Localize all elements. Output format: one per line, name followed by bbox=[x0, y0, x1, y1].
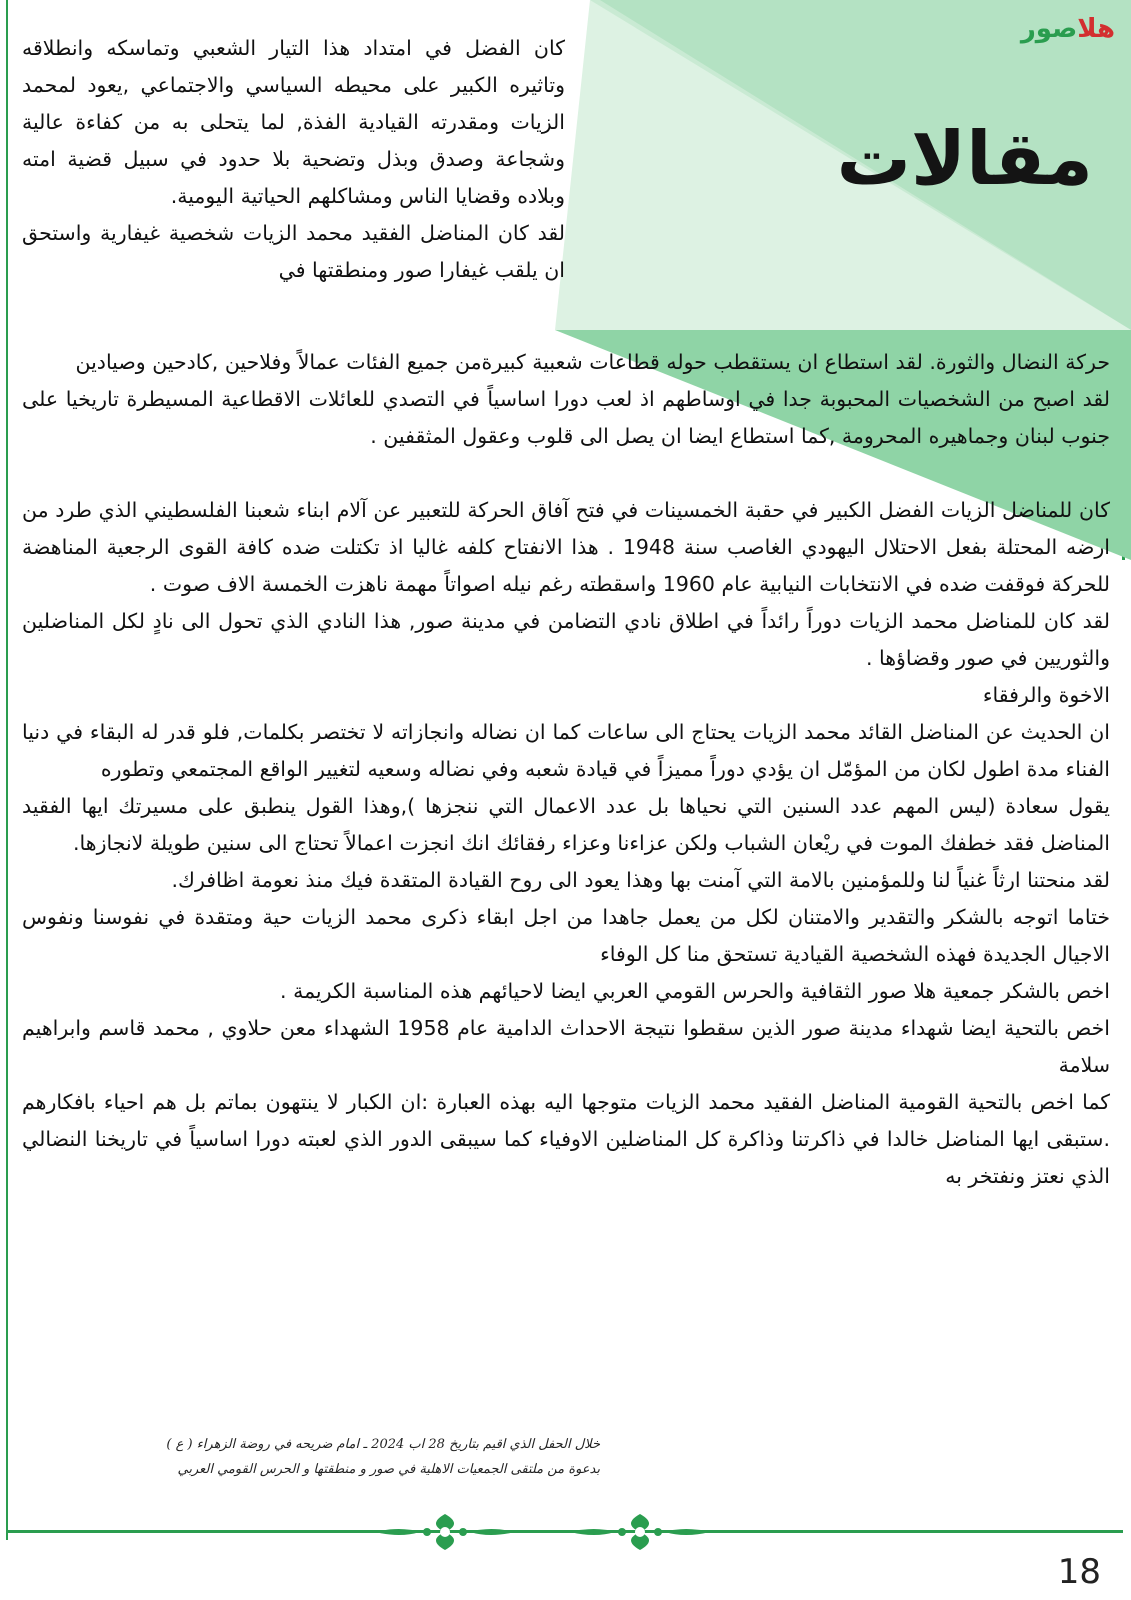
page-number: 18 bbox=[1057, 1552, 1101, 1592]
caption-line: خلال الحفل الذي اقيم بتاريخ 28 اب 2024 ـ امام ضريحه في روضة الزهراء ( ع ) bbox=[166, 1437, 600, 1452]
body-paragraph: لقد منحتنا ارثاً غنياً لنا وللمؤمنين بالامة التي آمنت بها وهذا يعود الى روح القيادة المتقدة فيك منذ نعومة اظافرك. bbox=[171, 868, 1110, 892]
body-paragraph: الاخوة والرفقاء bbox=[982, 683, 1110, 707]
body-paragraph: يقول سعادة (ليس المهم عدد السنين التي نحياها بل عدد الاعمال التي ننجزها ),وهذا القول ينطبق على مسيرتك ايها الفقيد المناضل فقد خطفك الموت في ريْعان الشباب ولكن عزاءنا وعزاء رفقائك انك انجزت اعمالاً تحتاج الى سنين طويلة لانجازها. bbox=[22, 794, 1110, 855]
body-paragraph: لقد كان للمناضل محمد الزيات دوراً رائداً في اطلاق نادي التضامن في مدينة صور, هذا النادي الذي تحول الى نادٍ لكل المناضلين والثوريين في صور وقضاؤها . bbox=[22, 609, 1110, 670]
magazine-logo bbox=[1021, 14, 1115, 44]
body-paragraph: كما اخص بالتحية القومية المناضل الفقيد محمد الزيات متوجها اليه بهذه العبارة :ان الكبار لا ينتهون بماتم بل هم احياء بافكارهم .ستبقى ايها المناضل خالدا في ذاكرتنا وذاكرة كل المناضلين الاوفياء كما سيبقى الدور الذي لعبته دورا اساسياً في تاريخنا النضالي الذي نعتز ونفتخر به bbox=[22, 1090, 1110, 1188]
body-paragraph: اخص بالتحية ايضا شهداء مدينة صور الذين سقطوا نتيجة الاحداث الدامية عام 1958 الشهداء معن حلاوي , محمد قاسم وابراهيم سلامة bbox=[22, 1016, 1110, 1077]
intro-paragraph: كان الفضل في امتداد هذا التيار الشعبي وتماسكه وانطلاقه وتاثيره الكبير على محيطه السياسي والاجتماعي ,يعود لمحمد الزيات ومقدرته القيادية الفذة, لما يتحلى به من كفاءة عالية وشجاعة وصدق وبذل وتضحية بلا حدود في سبيل قضية امته وبلاده وقضايا الناس ومشاكلهم الحياتية اليومية. bbox=[22, 36, 565, 208]
intro-column bbox=[22, 30, 565, 289]
logo-part-hala: هلا bbox=[1077, 14, 1115, 44]
body-paragraph: حركة النضال والثورة. لقد استطاع ان يستقطب حوله قطاعات شعبية كبيرةمن جميع الفئات عمالاً وفلاحين ,كادحين وصيادين bbox=[75, 350, 1110, 374]
intro-paragraph: لقد كان المناضل الفقيد محمد الزيات شخصية غيفارية واستحق ان يلقب غيفارا صور ومنطقتها في bbox=[22, 221, 565, 282]
footer-divider bbox=[8, 1530, 1123, 1533]
article-body bbox=[22, 344, 1110, 1195]
caption-line: بدعوة من ملتقى الجمعيات الاهلية في صور و منطقتها و الحرس القومي العربي bbox=[177, 1462, 600, 1477]
logo-part-sour: صور bbox=[1020, 14, 1078, 44]
section-title: مقالات bbox=[836, 116, 1093, 202]
body-paragraph: لقد اصبح من الشخصيات المحبوبة جدا في اوساطهم اذ لعب دورا اساسياً في التصدي للعائلات الاقطاعية المسيطرة تاريخيا على جنوب لبنان وجماهيره المحرومة ,كما استطاع ايضا ان يصل الى قلوب وعقول المثقفين . bbox=[22, 387, 1110, 448]
body-paragraph: اخص بالشكر جمعية هلا صور الثقافية والحرس القومي العربي ايضا لاحيائهم هذه المناسبة الكريمة . bbox=[280, 979, 1110, 1003]
body-paragraph: كان للمناضل الزيات الفضل الكبير في حقبة الخمسينات في فتح آفاق الحركة للتعبير عن آلام ابناء شعبنا الفلسطيني الذي طرد من ارضه المحتلة بفعل الاحتلال اليهودي الغاصب سنة 1948 . هذا الانفتاح كلفه غاليا اذ تكتلت ضده كافة القوى الرجعية المناهضة للحركة فوقفت ضده في الانتخابات النيابية عام 1960 واسقطته رغم نيله اصواتاً مهمة ناهزت الخمسة الاف صوت . bbox=[22, 498, 1110, 596]
paragraph-gap bbox=[22, 455, 1110, 492]
body-paragraph: ختاما اتوجه بالشكر والتقدير والامتنان لكل من يعمل جاهدا من اجل ابقاء ذكرى محمد الزيات حية ومتقدة في نفوسنا ونفوس الاجيال الجديدة فهذه الشخصية القيادية تستحق منا كل الوفاء bbox=[22, 905, 1110, 966]
photo-caption bbox=[60, 1432, 600, 1482]
floral-ornament-icon bbox=[375, 1512, 515, 1552]
body-paragraph: ان الحديث عن المناضل القائد محمد الزيات يحتاج الى ساعات كما ان نضاله وانجازاته لا تختصر بكلمات, فلو قدر له البقاء في دنيا الفناء مدة اطول لكان من المؤمّل ان يؤدي دوراً مميزاً في قيادة شعبه وفي نضاله وسعيه لتغيير الواقع المجتمعي وتطوره bbox=[22, 720, 1110, 781]
floral-ornament-icon bbox=[570, 1512, 710, 1552]
